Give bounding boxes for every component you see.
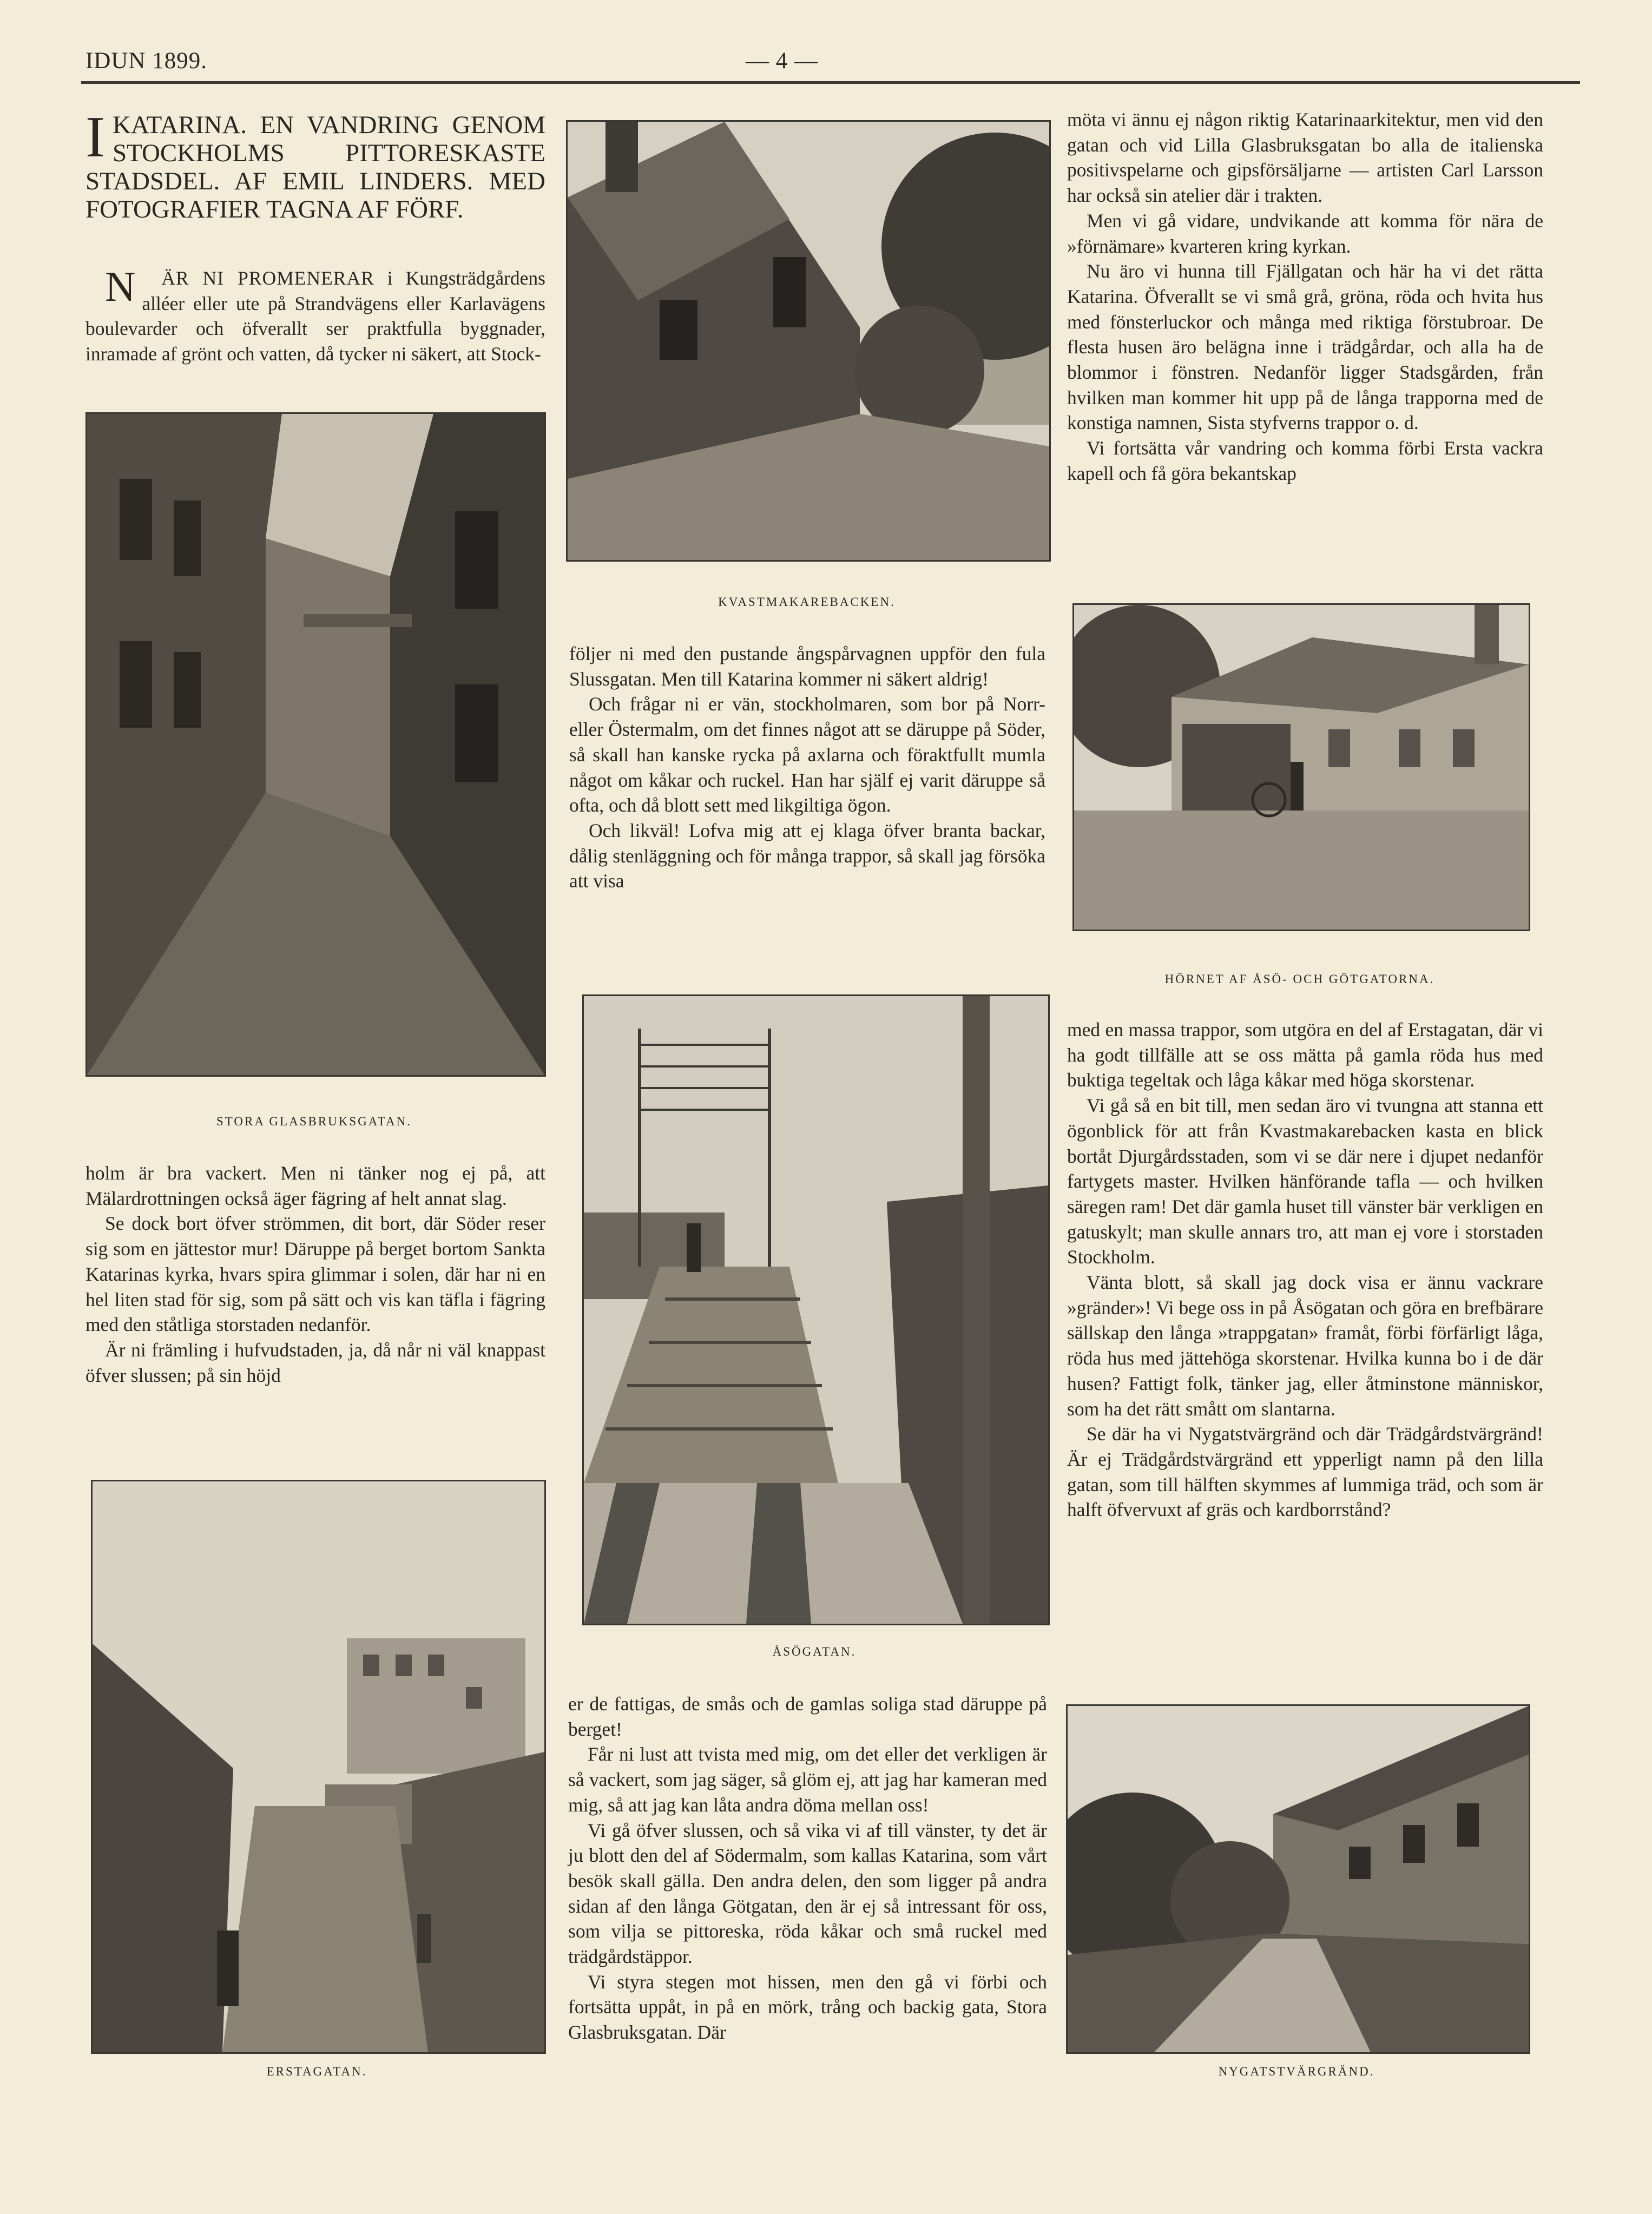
paragraph: Se där ha vi Nygatstvärgränd och där Trädgårdstvärgränd! Är ej Trädgårdstvärgränd ett ypperligt namn på den lilla gatan, som till hälften skymmes af lummiga träd, och som är halft öfvervuxt af gräs och kardborrstånd? [1067, 1423, 1543, 1521]
header-rule [81, 81, 1580, 84]
photo-image [584, 996, 1048, 1624]
caption-hornet-aso-gotgatorna: HÖRNET AF ÅSÖ- OCH GÖTGATORNA. [1164, 972, 1435, 986]
photo-image [87, 414, 544, 1075]
paragraph: Vi styra stegen mot hissen, men den gå vi förbi och fortsätta uppåt, in på en mörk, trång och backig gata, Stora Glasbruksgatan. Där [568, 1971, 1047, 2044]
column-2-middle [569, 641, 1045, 894]
lead-caps: ÄR NI PROMENERAR [161, 267, 374, 289]
paragraph: Är ni främling i hufvudstaden, ja, då når ni väl knappast öfver slussen; på sin höjd [85, 1339, 545, 1386]
article-headline [85, 105, 545, 223]
paragraph: Se dock bort öfver strömmen, dit bort, där Söder reser sig som en jättestor mur! Däruppe på berget bortom Sankta Katarinas kyrka, hvars spira glimmar i solen, där har ni en hel liten stad för sig, som på sätt och vis kan täfla i fägring med den ståtliga storstaden nedanför. [85, 1213, 545, 1336]
column-2-bottom [568, 1691, 1047, 2045]
lead-text: i Kungsträdgårdens alléer eller ute på Strandvägens eller Karlavägens boulevarder och öfverallt ser praktfulla byggnader, inramade af grönt och vatten, då tycker ni säkert, att Stock- [85, 267, 545, 365]
masthead-label: IDUN 1899. [85, 48, 207, 74]
lead-paragraph [85, 263, 545, 367]
photo-image [1074, 605, 1529, 930]
caption-asogatan: ÅSÖGATAN. [772, 1645, 857, 1658]
paragraph: holm är bra vackert. Men ni tänker nog ej på, att Mälardrottningen också äger fägring af helt annat slag. [85, 1162, 545, 1209]
column-3-middle [1067, 1017, 1543, 1523]
paragraph: Men vi gå vidare, undvikande att komma för nära de »förnämare» kvarteren kring kyrkan. [1067, 209, 1543, 257]
photo-stora-glasbruksgatan [85, 412, 546, 1077]
headline-initial: I [85, 105, 105, 169]
paragraph: Och frågar ni er vän, stockholmaren, som bor på Norr- eller Östermalm, om det finnes något att se däruppe på Söder, så skall han kanske rycka på axlarna och föraktfullt mumla något om kåkar och ruckel. Han har själf ej varit däruppe så ofta, och då blott sett med likgiltiga ögon. [569, 693, 1045, 816]
lead-initial: N [105, 263, 136, 310]
paragraph: Vi fortsätta vår vandring och komma förbi Ersta vackra kapell och få göra bekantskap [1067, 437, 1543, 484]
paragraph: Vänta blott, så skall jag dock visa er ännu vackrare »gränder»! Vi bege oss in på Åsögatan och göra en brefbärare sällskap den långa »trappgatan» framåt, förbi förfärligt låga, röda hus med jättehöga skorstenar. Hvilka kunna bo i de där husen? Fattigt folk, tänker jag, eller åtminstone människor, som ha det rätt smått om slantarna. [1067, 1271, 1543, 1420]
paragraph: Får ni lust att tvista med mig, om det eller det verkligen är så vackert, som jag säger, så glöm ej, att jag har kameran med mig, så att jag kan låta andra döma mellan oss! [568, 1743, 1047, 1816]
paragraph: med en massa trappor, som utgöra en del af Erstagatan, där vi ha godt tillfälle att se oss mätta på gamla röda hus med buktiga tegeltak och låga kåkar med höga skorstenar. [1067, 1019, 1543, 1091]
caption-nygatstvargrand: NYGATSTVÄRGRÄND. [1218, 2065, 1375, 2078]
paragraph: er de fattigas, de smås och de gamlas soliga stad däruppe på berget! [568, 1693, 1047, 1740]
headline-text: KATARINA. EN VANDRING GENOM STOCKHOLMS PITTORESKASTE STADSDEL. AF EMIL LINDERS. MED FOTOGRAFIER TAGNA AF FÖRF. [85, 111, 545, 223]
photo-nygatstvargrand [1066, 1704, 1530, 2054]
photo-image [93, 1481, 544, 2052]
caption-stora-glasbruksgatan: STORA GLASBRUKSGATAN. [216, 1115, 412, 1128]
column-3-top [1067, 107, 1543, 486]
column-1-top [85, 105, 545, 367]
paragraph: följer ni med den pustande ångspårvagnen uppför den fula Slussgatan. Men till Katarina kommer ni säkert aldrig! [569, 643, 1045, 690]
paragraph: Nu äro vi hunna till Fjällgatan och här ha vi det rätta Katarina. Öfverallt se vi små grå, gröna, röda och hvita hus med fönsterluckor och många med riktiga förstubroar. De flesta husen äro belägna inne i trädgårdar, och alla ha de blommor i fönstren. Nedanför ligger Stadsgården, från hvilken man kommer hit upp på de långa trapporna med de konstiga namnen, Sista styfverns trappor o. d. [1067, 260, 1543, 434]
paragraph: Vi gå öfver slussen, och så vika vi af till vänster, ty det är ju blott den del af Södermalm, som kallas Katarina, som vårt besök skall gälla. Den andra delen, den som ligger på andra sidan af den långa Götgatan, den är ej så intressant för oss, som vilja se pittoreska, röda kåkar och små ruckel med trädgårdstäppor. [568, 1819, 1047, 1968]
caption-kvastmakarebacken: KVASTMAKAREBACKEN. [718, 595, 896, 609]
photo-asogatan [582, 994, 1050, 1625]
photo-hornet-aso-gotgatorna [1072, 603, 1530, 931]
caption-erstagatan: ERSTAGATAN. [266, 2065, 367, 2078]
column-1-middle [85, 1161, 545, 1388]
paragraph: Och likväl! Lofva mig att ej klaga öfver branta backar, dålig stenläggning och för många trappor, så skall jag försöka att visa [569, 819, 1045, 892]
page-number: — 4 — [746, 48, 818, 74]
photo-kvastmakarebacken [566, 120, 1051, 562]
paragraph: möta vi ännu ej någon riktig Katarinaarkitektur, men vid den gatan och vid Lilla Glasbruksgatan bo alla de italienska positivspelarne och gipsförsäljarne — artisten Carl Larsson har också sin atelier där i trakten. [1067, 109, 1543, 207]
photo-image [568, 122, 1049, 560]
paragraph: Vi gå så en bit till, men sedan äro vi tvungna att stanna ett ögonblick för att från Kvastmakarebacken kasta en blick bortåt Djurgårdsstaden, som vi se där nere i djupet nedanför fartygets master. Hvilken hänförande tafla — och hvilken säregen ram! Det där gamla huset till vänster bär verkligen en gatuskylt; man skulle annars tro, att man ej vore i storstaden Stockholm. [1067, 1095, 1543, 1268]
photo-erstagatan [91, 1480, 546, 2054]
photo-image [1068, 1706, 1529, 2052]
